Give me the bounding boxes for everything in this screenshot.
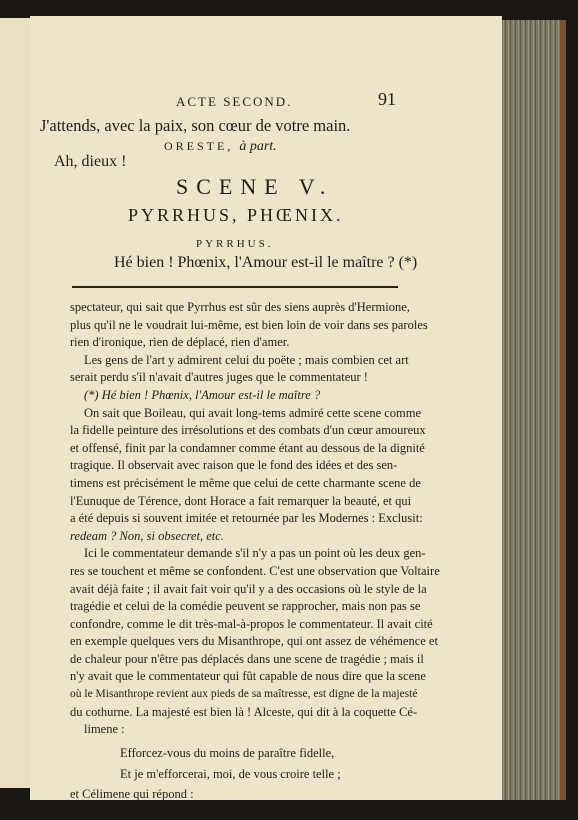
note-line: timens est précisément le même que celui de cette charmante scene de xyxy=(70,475,421,490)
note-line: et Célimene qui répond : xyxy=(70,787,194,802)
facing-page-edge xyxy=(0,18,31,788)
commentary-notes xyxy=(70,299,440,804)
book-page xyxy=(30,16,502,800)
speaker-name xyxy=(164,139,277,155)
note-line: n'y avait que le commentateur qui fût capable de nous dire que la scene xyxy=(70,669,426,684)
quoted-verse: Efforcez-vous du moins de paraître fidelle, xyxy=(120,745,335,760)
note-line: spectateur, qui sait que Pyrrhus est sûr des siens auprès d'Hermione, xyxy=(70,300,410,314)
quoted-verse: Et je m'efforcerai, moi, de vous croire telle ; xyxy=(120,767,341,782)
note-line: de chaleur pour n'être pas déplacés dans une scene de tragédie ; mais il xyxy=(70,651,424,666)
note-line: a été depuis si souvent imitée et retournée par les Modernes : Exclusit: xyxy=(70,511,423,526)
note-line: limene : xyxy=(84,722,125,737)
page-number: 91 xyxy=(378,89,396,109)
note-line: la fidelle peinture des irrésolutions et des combats d'un cœur amoureux xyxy=(70,423,426,438)
note-line: Les gens de l'art y admirent celui du poëte ; mais combien cet art xyxy=(84,352,409,367)
note-line: On sait que Boileau, qui avait long-tems admiré cette scene comme xyxy=(84,405,422,420)
note-line: serait perdu s'il n'avait d'autres juges que le commentateur ! xyxy=(70,370,368,385)
note-line: et offensé, finit par la condamner comme étant au dessous de la dignité xyxy=(70,440,425,455)
verse-line: J'attends, avec la paix, son cœur de votre main. xyxy=(40,116,351,135)
dramatis-personae: PYRRHUS, PHŒNIX. xyxy=(128,205,344,225)
note-line: (*) Hé bien ! Phœnix, l'Amour est-il le maître ? xyxy=(84,387,321,402)
note-line: tragique. Il observait avec raison que le fond des idées et des sen- xyxy=(70,458,398,473)
scene-title: SCENE V. xyxy=(176,174,334,199)
speaker-oreste: ORESTE, xyxy=(164,139,234,153)
verse-line: Hé bien ! Phœnix, l'Amour est-il le maître ? (*) xyxy=(114,254,418,271)
note-line: redeam ? Non, si obsecret, etc. xyxy=(70,528,224,543)
stage-direction: à part. xyxy=(239,139,277,154)
note-line: l'Eunuque de Térence, dont Horace a fait remarquer la beauté, et qui xyxy=(70,493,412,508)
book-fore-edge xyxy=(502,20,566,800)
note-line: confondre, comme le dit très-mal-à-propos le commentateur. Il avait cité xyxy=(70,616,433,631)
note-line: tragédie et celui de la comédie peuvent se rapprocher, mais non pas se xyxy=(70,599,421,614)
verse-line: Ah, dieux ! xyxy=(54,153,127,170)
note-line: rien d'ironique, rien de déplacé, rien d'amer. xyxy=(70,335,290,350)
note-line: Ici le commentateur demande s'il n'y a pas un point où les deux gen- xyxy=(84,546,426,561)
divider-rule xyxy=(72,286,398,288)
running-head: ACTE SECOND. xyxy=(176,94,293,109)
speaker-pyrrhus: PYRRHUS. xyxy=(196,238,274,250)
note-line: plus qu'il ne le voudrait lui-même, est bien loin de voir dans ses paroles xyxy=(70,317,428,332)
note-line: du cothurne. La majesté est bien là ! Alceste, qui dit à la coquette Cé- xyxy=(70,704,418,719)
note-line: en exemple quelques vers du Misanthrope, qui ont assez de véhémence et xyxy=(70,634,438,649)
note-line: où le Misanthrope revient aux pieds de sa maîtresse, est digne de la majesté xyxy=(70,688,418,701)
note-line: avait déjà faite ; il avait fait voir qu'il y a des occasions où le style de la xyxy=(70,581,427,596)
note-line: res se touchent et même se confondent. C'est une observation que Voltaire xyxy=(70,563,440,578)
